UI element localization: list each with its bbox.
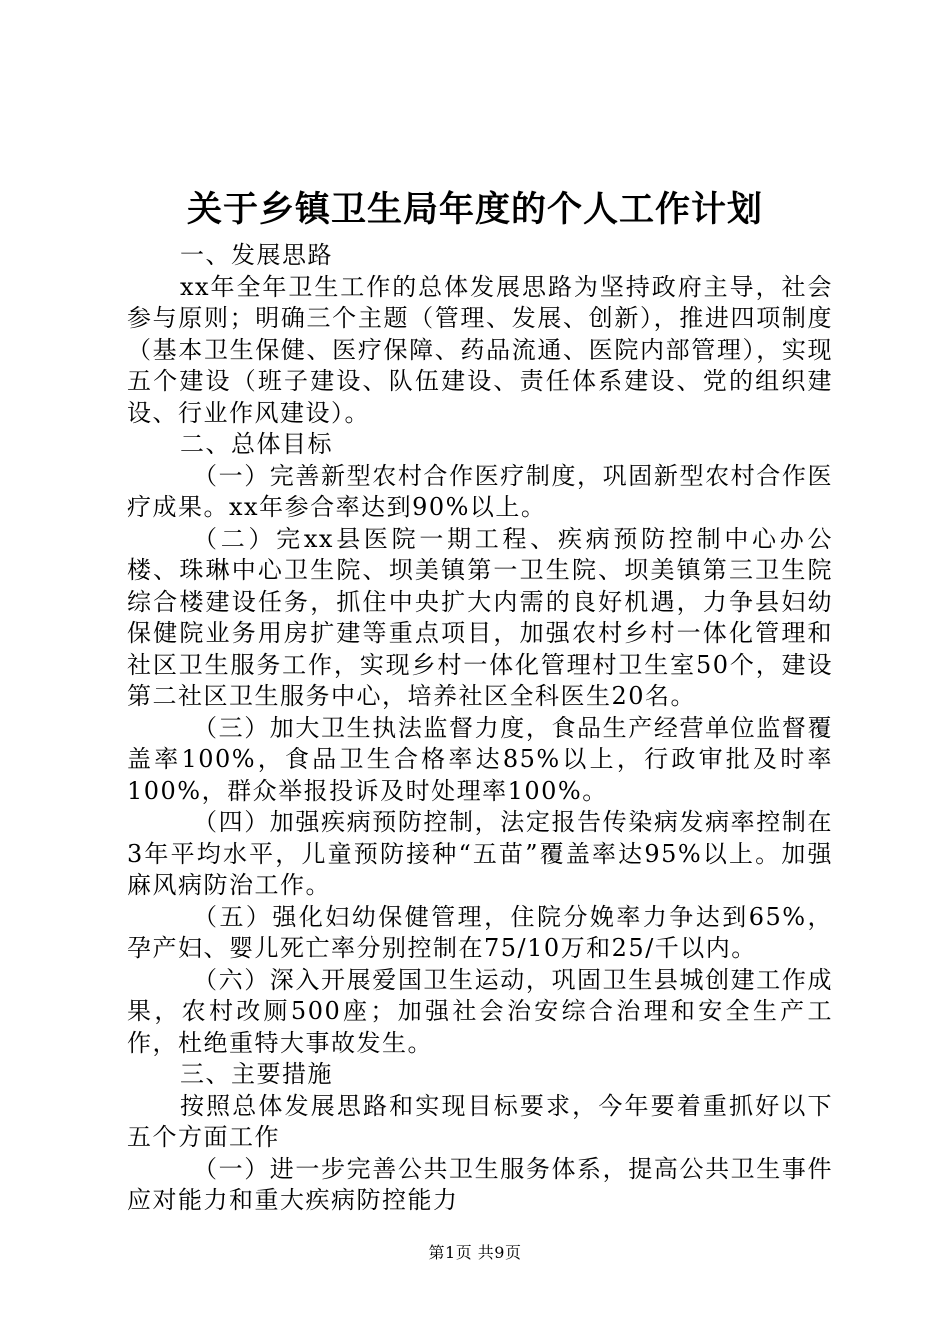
goal-item-4: （四）加强疾病预防控制，法定报告传染病发病率控制在3年平均水平，儿童预防接种“五苗”覆盖率达95%以上。加强麻风病防治工作。 (127, 808, 833, 899)
section-heading-goals: 二、总体目标 (180, 430, 333, 458)
section-heading-measures: 三、主要措施 (180, 1060, 333, 1088)
goal-item-6: （六）深入开展爱国卫生运动，巩固卫生县城创建工作成果，农村改厕500座；加强社会治安综合治理和安全生产工作，杜绝重特大事故发生。 (127, 965, 833, 1057)
paragraph-measures-intro: 按照总体发展思路和实现目标要求，今年要着重抓好以下五个方面工作 (127, 1091, 833, 1151)
goal-item-5: （五）强化妇幼保健管理，住院分娩率力争达到65%，孕产妇、婴儿死亡率分别控制在75/10万和25/千以内。 (127, 902, 833, 962)
section-heading-development: 一、发展思路 (180, 241, 333, 269)
measure-item-1: （一）进一步完善公共卫生服务体系，提高公共卫生事件应对能力和重大疾病防控能力 (127, 1154, 833, 1214)
document-title: 关于乡镇卫生局年度的个人工作计划 (186, 189, 763, 230)
goal-item-1: （一）完善新型农村合作医疗制度，巩固新型农村合作医疗成果。xx年参合率达到90%以上。 (127, 461, 833, 521)
goal-item-2: （二）完xx县医院一期工程、疾病预防控制中心办公楼、珠琳中心卫生院、坝美镇第一卫生院、坝美镇第三卫生院综合楼建设任务，抓住中央扩大内需的良好机遇，力争县妇幼保健院业务用房扩建等重点项目，加强农村乡村一体化管理和社区卫生服务工作，实现乡村一体化管理村卫生室50个，建设第二社区卫生服务中心，培养社区全科医生20名。 (127, 524, 833, 710)
page-footer: 第1页 共9页 (428, 1243, 522, 1262)
goal-item-3: （三）加大卫生执法监督力度，食品生产经营单位监督覆盖率100%，食品卫生合格率达85%以上，行政审批及时率100%，群众举报投诉及时处理率100%。 (127, 713, 833, 805)
document-body (127, 240, 833, 1217)
paragraph-development-idea: xx年全年卫生工作的总体发展思路为坚持政府主导，社会参与原则；明确三个主题（管理、发展、创新），推进四项制度（基本卫生保健、医疗保障、药品流通、医院内部管理），实现五个建设（班子建设、队伍建设、责任体系建设、党的组织建设、行业作风建设）。 (127, 272, 833, 427)
